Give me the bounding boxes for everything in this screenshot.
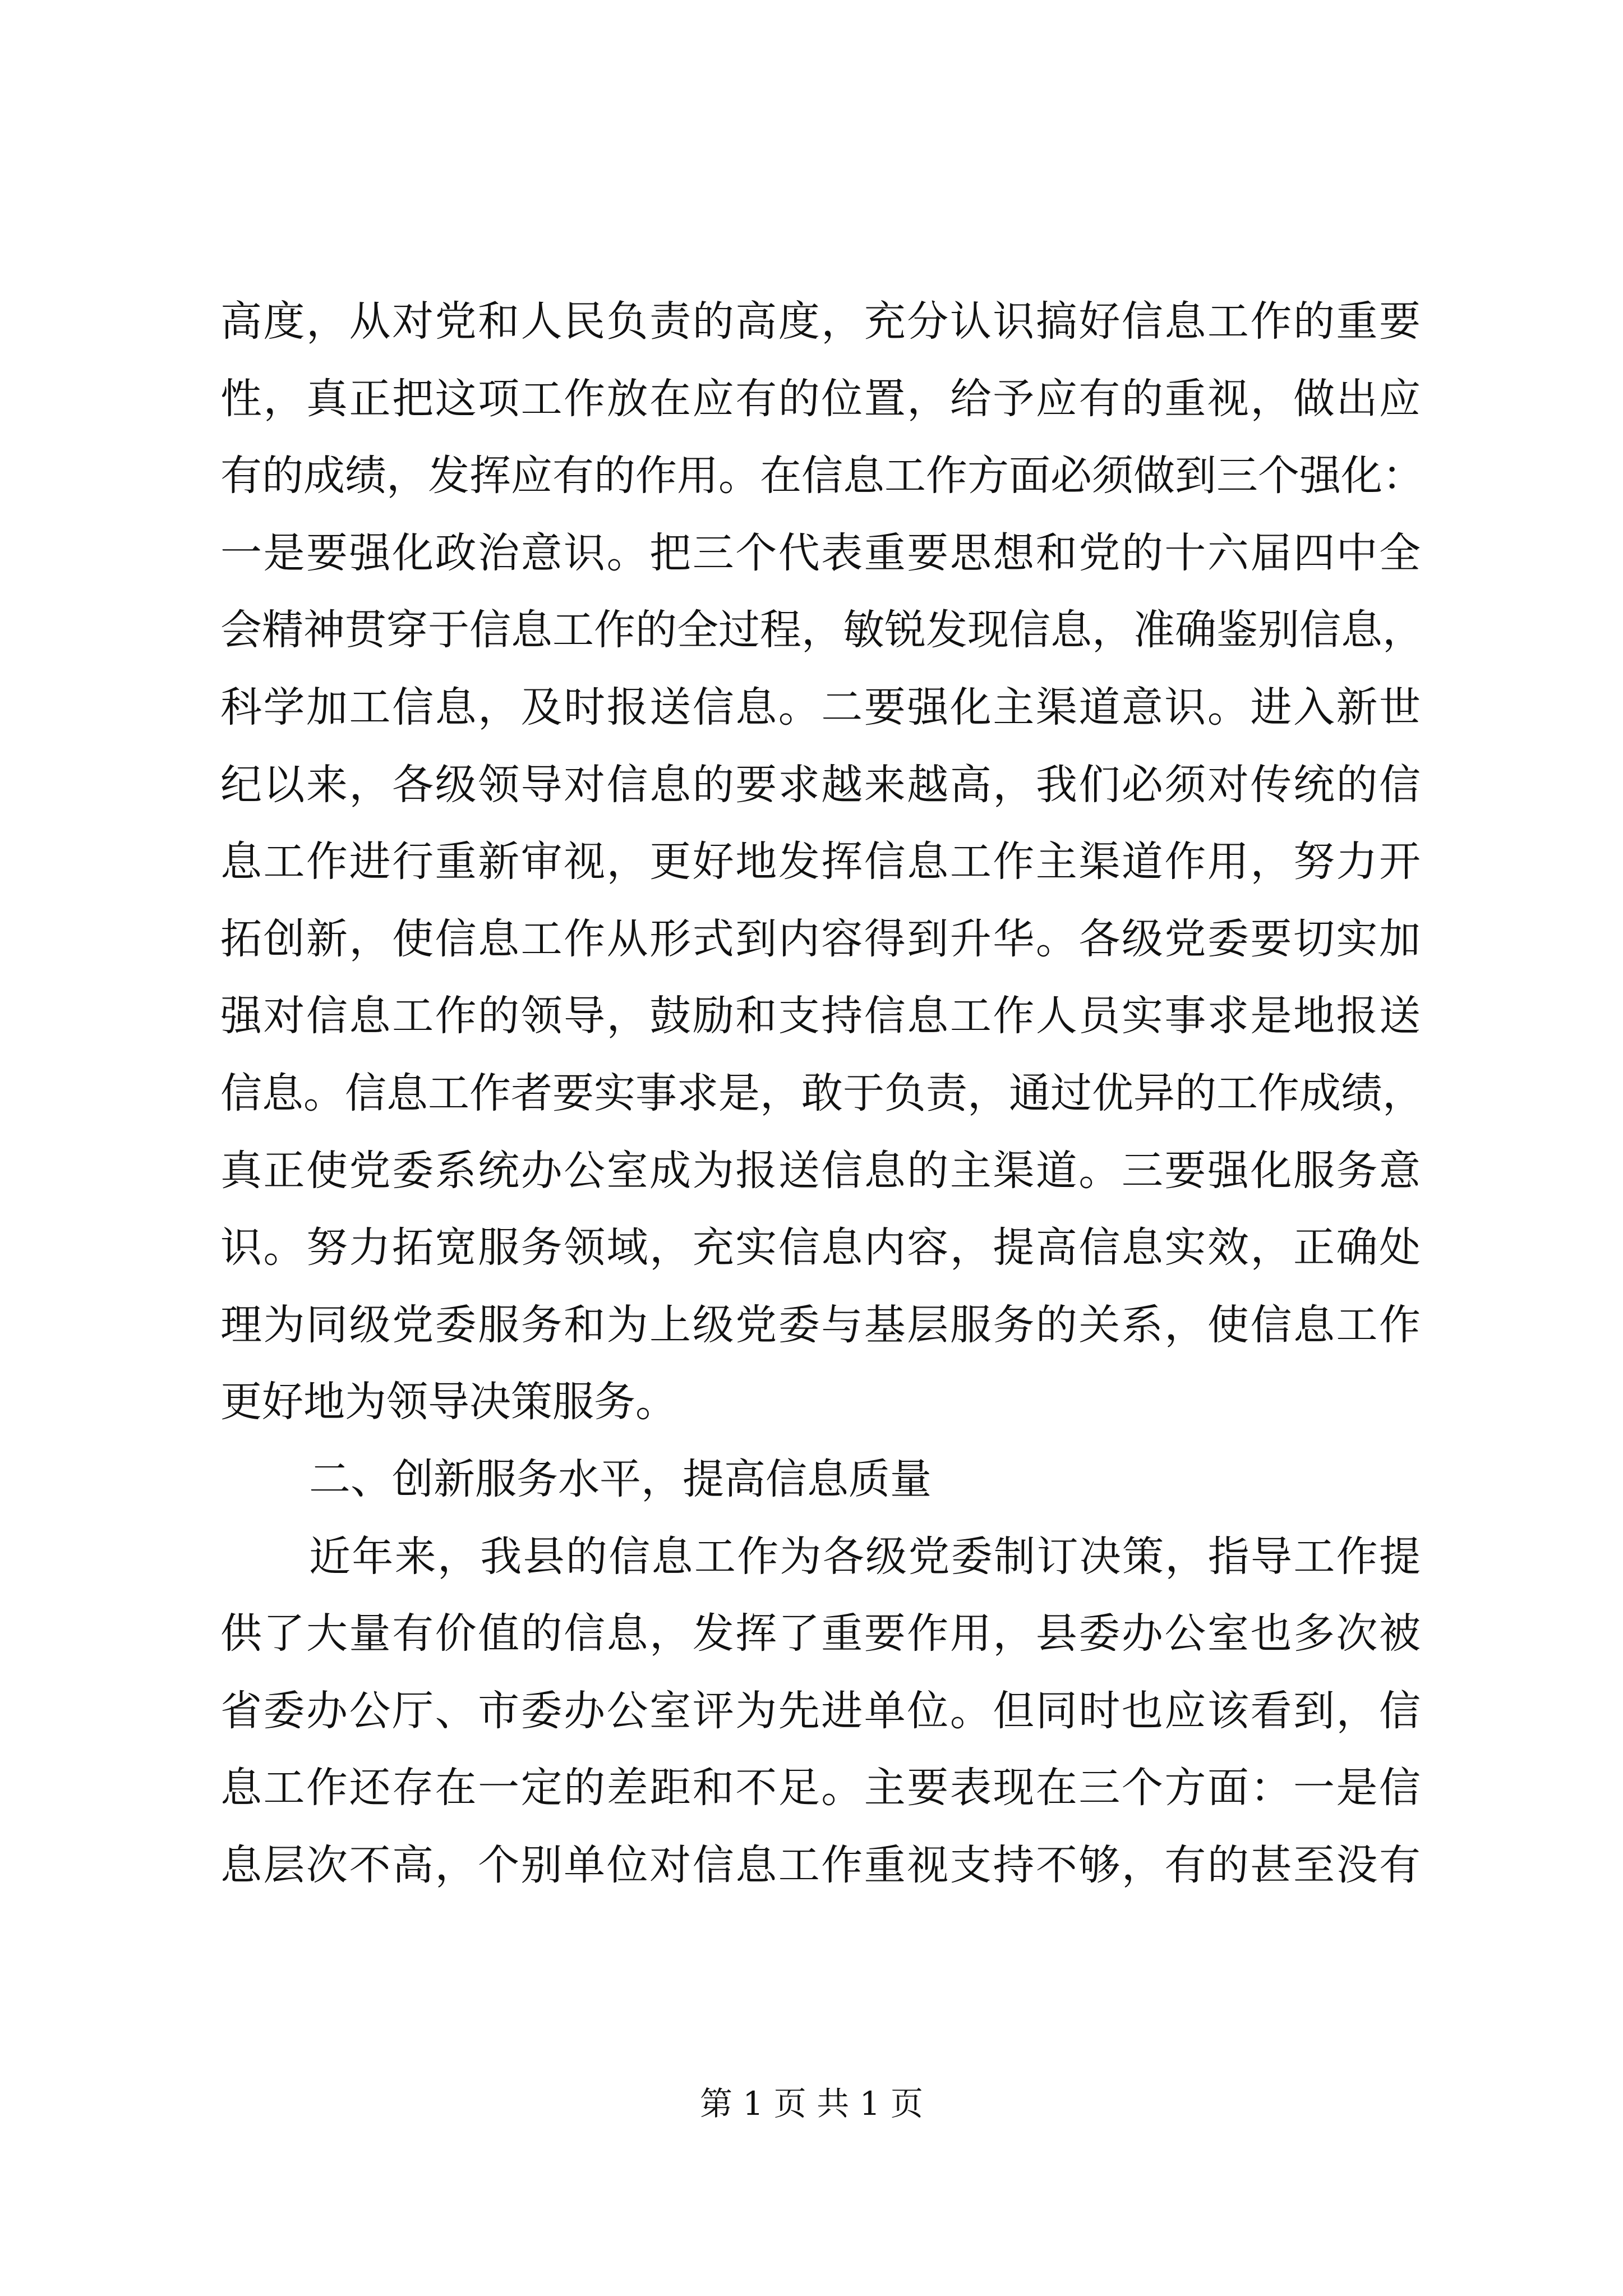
text-line: 息工作进行重新审视，更好地发挥信息工作主渠道作用，努力开	[220, 838, 1421, 886]
body-text	[220, 283, 1424, 1904]
text-line: 高度，从对党和人民负责的高度，充分认识搞好信息工作的重要	[220, 297, 1421, 346]
text-line: 信息。信息工作者要实事求是，敢于负责，通过优异的工作成绩，	[220, 1069, 1424, 1117]
text-line: 更好地为领导决策服务。	[220, 1378, 677, 1427]
text-line: 供了大量有价值的信息，发挥了重要作用，县委办公室也多次被	[220, 1609, 1421, 1658]
text-line: 息层次不高，个别单位对信息工作重视支持不够，有的甚至没有	[220, 1841, 1421, 1889]
text-line: 会精神贯穿于信息工作的全过程，敏锐发现信息，准确鉴别信息，	[220, 606, 1424, 655]
text-line: 有的成绩，发挥应有的作用。在信息工作方面必须做到三个强化：	[220, 452, 1424, 500]
text-line: 识。努力拓宽服务领域，充实信息内容，提高信息实效，正确处	[220, 1223, 1421, 1272]
text-line: 科学加工信息，及时报送信息。二要强化主渠道意识。进入新世	[220, 683, 1421, 731]
text-line: 性，真正把这项工作放在应有的位置，给予应有的重视，做出应	[220, 374, 1421, 423]
text-line: 拓创新，使信息工作从形式到内容得到升华。各级党委要切实加	[220, 914, 1421, 963]
text-line: 省委办公厅、市委办公室评为先进单位。但同时也应该看到，信	[220, 1686, 1421, 1735]
page-number: 第 1 页 共 1 页	[700, 2085, 923, 2123]
text-line: 一是要强化政治意识。把三个代表重要思想和党的十六届四中全	[220, 528, 1421, 577]
text-line: 近年来，我县的信息工作为各级党委制订决策，指导工作提	[309, 1532, 1421, 1581]
text-line: 真正使党委系统办公室成为报送信息的主渠道。三要强化服务意	[220, 1146, 1421, 1195]
text-line: 理为同级党委服务和为上级党委与基层服务的关系，使信息工作	[220, 1300, 1421, 1349]
text-line: 强对信息工作的领导，鼓励和支持信息工作人员实事求是地报送	[220, 992, 1421, 1041]
section-heading: 二、创新服务水平，提高信息质量	[309, 1455, 932, 1503]
text-line: 息工作还存在一定的差距和不足。主要表现在三个方面：一是信	[220, 1764, 1421, 1812]
text-line: 纪以来，各级领导对信息的要求越来越高，我们必须对传统的信	[220, 760, 1421, 809]
